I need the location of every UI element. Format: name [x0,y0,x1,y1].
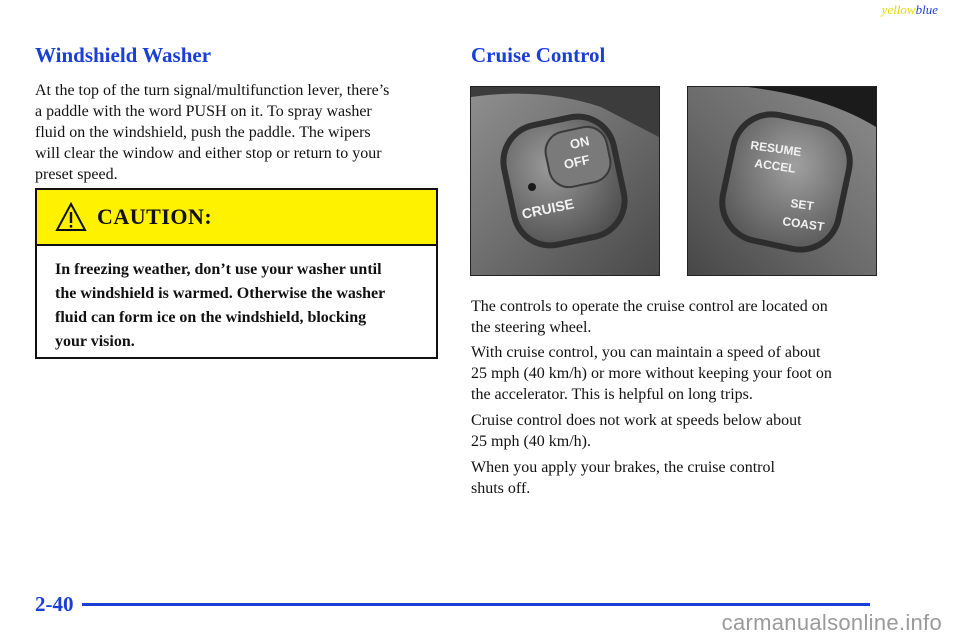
text-line: Cruise control does not work at speeds below about [471,412,802,429]
cruise-paragraph-brakes [471,457,775,499]
cruise-paragraph-minimum [471,410,802,452]
text-line: The controls to operate the cruise control are located on [471,298,828,315]
on-label: ON [568,133,591,152]
caution-text [37,246,436,354]
text-line: preset speed. [35,166,118,183]
watermark: carmanualsonline.info [721,610,942,635]
text-line: With cruise control, you can maintain a speed of about [471,344,821,361]
cruise-on-off-button-photo [470,86,660,276]
text-line: At the top of the turn signal/multifunction lever, there’s [35,82,390,99]
caution-title: CAUTION: [97,204,213,229]
text-line: shuts off. [471,480,531,497]
text-line: When you apply your brakes, the cruise control [471,459,775,476]
cruise-label: CRUISE [520,195,576,222]
page-number: 2-40 [35,592,74,616]
set-label: SET [789,196,815,214]
off-label: OFF [562,151,592,172]
color-tag-yellow: yellow [881,2,916,17]
section-heading-cruise-control: Cruise Control [471,43,606,67]
accel-label: ACCEL [753,156,797,176]
cruise-paragraph-speed [471,342,832,405]
resume-label: RESUME [749,138,803,160]
color-tag [882,2,938,18]
caution-box [35,188,438,359]
cruise-paragraph-location [471,296,828,338]
text-line: will clear the window and either stop or return to your [35,145,382,162]
text-line: the accelerator. This is helpful on long trips. [471,386,753,403]
color-tag-blue: blue [915,2,938,17]
text-line: fluid can form ice on the windshield, blocking [55,309,367,326]
text-line: your vision. [55,333,135,350]
text-line: 25 mph (40 km/h). [471,433,591,450]
text-line: the windshield is warmed. Otherwise the washer [55,285,386,302]
resume-set-button-photo [687,86,877,276]
text-line: 25 mph (40 km/h) or more without keeping your foot on [471,365,832,382]
footer-rule [82,603,870,606]
on-off-button-illustration [471,87,659,275]
text-line: a paddle with the word PUSH on it. To spray washer [35,103,372,120]
text-line: the steering wheel. [471,319,592,336]
coast-label: COAST [781,214,826,234]
text-line: In freezing weather, don’t use your washer until [55,261,382,278]
caution-header [37,190,436,246]
text-line: fluid on the windshield, push the paddle. The wipers [35,124,371,141]
resume-set-button-illustration [688,87,876,275]
section-heading-windshield-washer: Windshield Washer [35,43,212,67]
washer-paragraph [35,80,389,185]
warning-triangle-icon [55,202,87,232]
